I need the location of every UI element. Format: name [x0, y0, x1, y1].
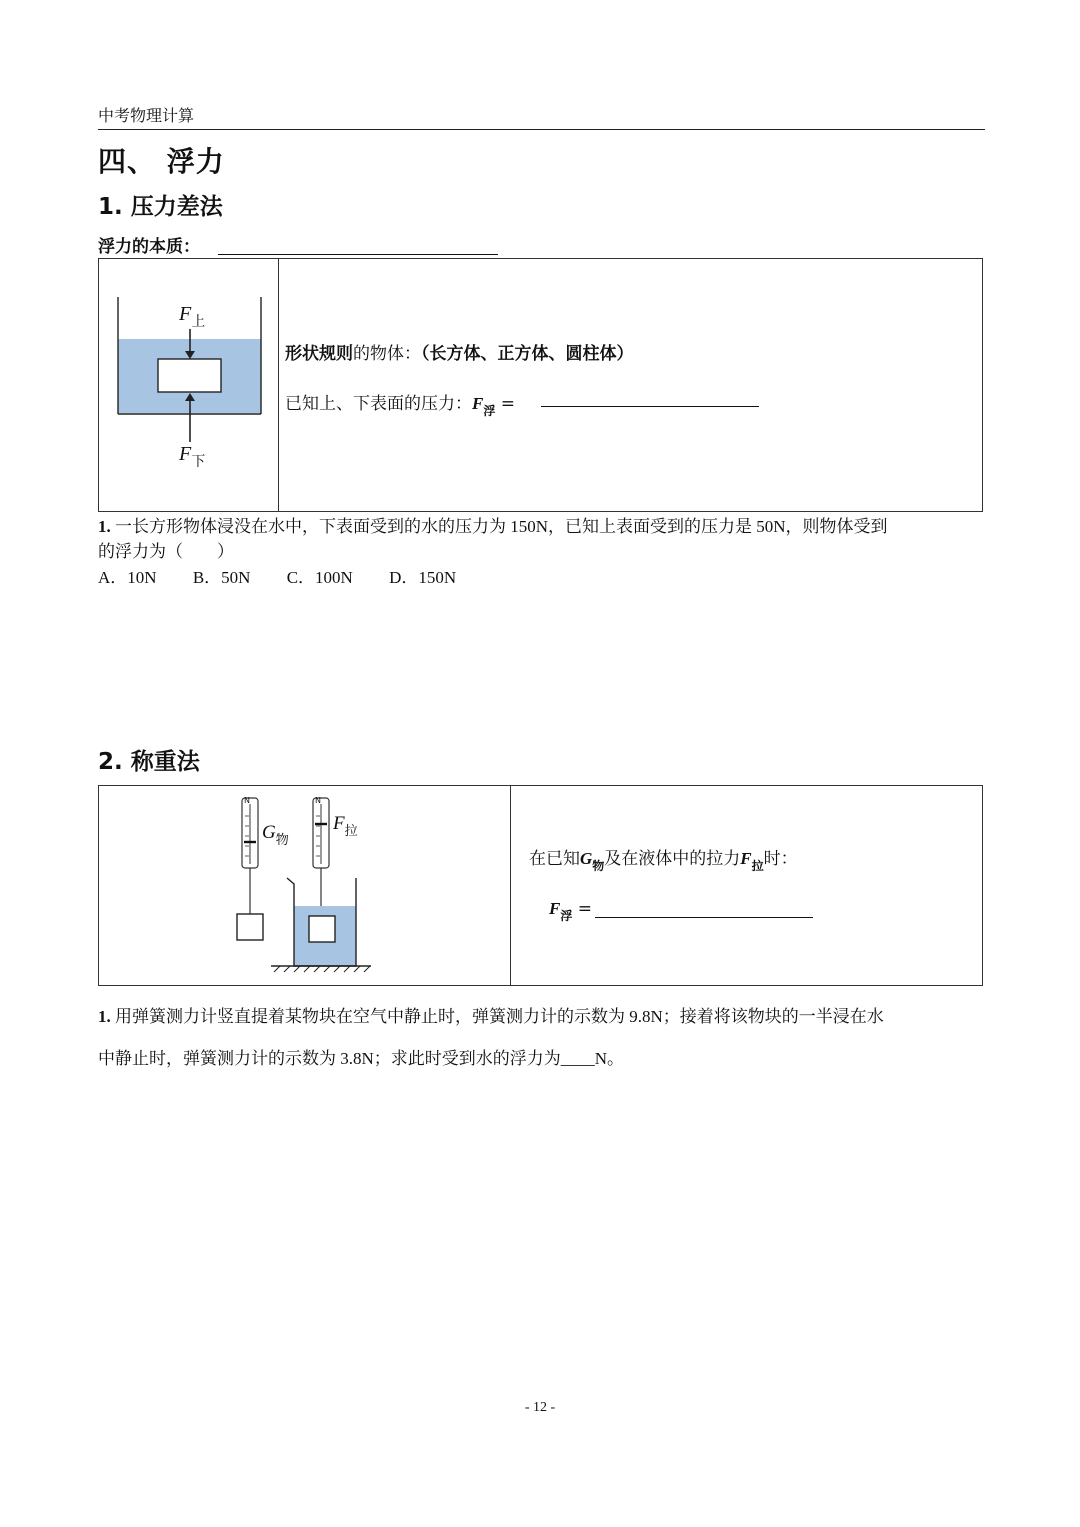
- formula-f: F: [472, 394, 484, 413]
- question-2-1: [98, 996, 988, 1080]
- condition-f: F: [740, 849, 752, 868]
- formula2-blank[interactable]: [595, 917, 813, 918]
- spring-scale-right: [313, 798, 329, 916]
- weighing-figure: [99, 786, 509, 985]
- choice-d[interactable]: D．150N: [389, 568, 457, 587]
- formula2-f: F: [549, 899, 561, 918]
- pressure-diff-figure: [99, 259, 279, 511]
- running-header: 中考物理计算: [98, 106, 195, 125]
- question2-answer-blank[interactable]: ____: [560, 1049, 595, 1068]
- f-up-subscript: 上: [191, 314, 206, 330]
- condition-line: [529, 844, 798, 873]
- g-symbol: G: [262, 822, 276, 843]
- formula2-subscript: 浮: [560, 909, 573, 923]
- essence-blank[interactable]: [218, 254, 498, 255]
- spring-scale-left: [237, 798, 263, 940]
- f-pull-label: [333, 813, 358, 839]
- question2-number: 1.: [98, 1007, 111, 1026]
- formula-subscript: 浮: [483, 404, 496, 418]
- f-down-symbol: F: [179, 443, 192, 465]
- f-up-symbol: F: [179, 303, 192, 325]
- question-1-1: [98, 514, 988, 564]
- chapter-title: 四、 浮力: [98, 145, 225, 178]
- formula2-line: [549, 899, 593, 923]
- f-pull-symbol: F: [333, 813, 345, 834]
- shape-examples: （长方体、正方体、圆柱体）: [421, 344, 634, 364]
- section1-heading: 1. 压力差法: [98, 194, 223, 220]
- question2-line2-post: N。: [594, 1049, 625, 1068]
- scale-left-n: N: [244, 796, 250, 805]
- page-number: - 12 -: [524, 1400, 556, 1415]
- g-subscript: 物: [275, 833, 289, 848]
- question-line1: 一长方形物体浸没在水中，下表面受到的水的压力为 150N，已知上表面受到的压力是 50N，则物体受到: [110, 517, 888, 536]
- block: [158, 359, 221, 392]
- f-pull-subscript: 拉: [344, 824, 358, 839]
- condition-pre: 在已知: [529, 849, 580, 869]
- formula-eq: =: [495, 394, 516, 414]
- scale-right-n: N: [315, 796, 321, 805]
- choice-a[interactable]: A．10N: [98, 568, 157, 587]
- weighing-table: [98, 785, 983, 986]
- f-down-label: [179, 443, 206, 470]
- header-divider: [98, 129, 985, 130]
- section2-heading: 2. 称重法: [98, 749, 200, 775]
- shape-line: [285, 339, 634, 364]
- choices: [98, 565, 488, 590]
- shape-rest: 的物体：: [353, 344, 421, 364]
- known-line: [285, 389, 516, 418]
- g-object-label: [262, 822, 289, 848]
- choice-b[interactable]: B．50N: [192, 568, 251, 587]
- condition-g-sub: 物: [592, 859, 605, 873]
- condition-f-sub: 拉: [751, 859, 764, 873]
- choice-c[interactable]: C．100N: [286, 568, 353, 587]
- f-down-subscript: 下: [191, 454, 206, 470]
- formula1-blank[interactable]: [541, 406, 759, 407]
- question2-line1: 用弹簧测力计竖直提着某物块在空气中静止时，弹簧测力计的示数为 9.8N；接着将该物块的一半浸在水: [110, 1007, 884, 1026]
- question2-line2-pre: 中静止时，弹簧测力计的示数为 3.8N；求此时受到水的浮力为: [98, 1049, 561, 1068]
- condition-mid: 及在液体中的拉力: [604, 849, 741, 869]
- condition-post: 时：: [763, 849, 798, 869]
- formula2-eq: =: [572, 899, 593, 919]
- f-up-label: [179, 303, 206, 330]
- question-line2: 的浮力为（ ）: [98, 542, 234, 561]
- question-number: 1.: [98, 517, 111, 536]
- condition-g: G: [580, 849, 593, 868]
- known-text: 已知上、下表面的压力：: [285, 394, 472, 414]
- table-divider-2: [510, 786, 511, 985]
- pressure-diff-table: [98, 258, 983, 512]
- table-surface: [271, 966, 371, 972]
- shape-bold: 形状规则: [285, 344, 353, 364]
- essence-label: 浮力的本质：: [98, 237, 200, 257]
